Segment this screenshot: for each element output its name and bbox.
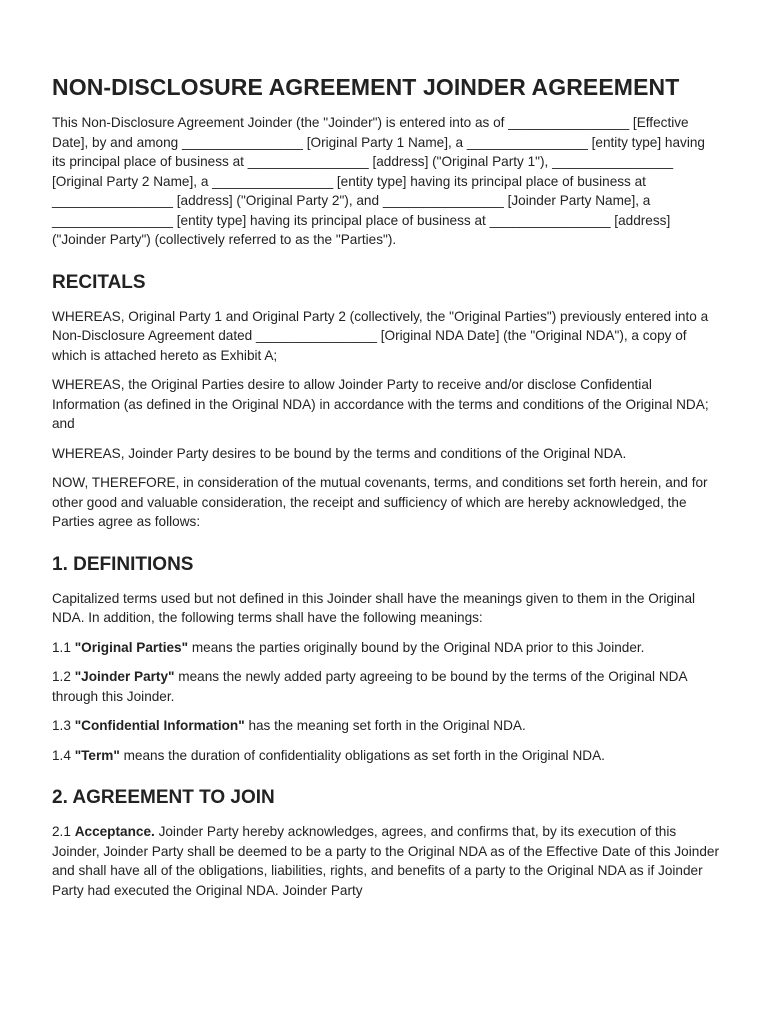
defined-term: "Joinder Party" — [74, 669, 175, 684]
clause-number: 1.3 — [52, 718, 71, 733]
definition-item — [52, 667, 720, 706]
clause-number: 1.4 — [52, 747, 71, 763]
defined-term: "Original Parties" — [74, 639, 189, 655]
definition-text: means the newly added party agreeing to be bound by the terms of the Original NDA through this Joinder. — [52, 669, 687, 704]
definition-item — [52, 638, 720, 658]
clause-number: 1.1 — [52, 639, 71, 655]
recital-paragraph: WHEREAS, Joinder Party desires to be bound by the terms and conditions of the Original NDA. — [52, 445, 627, 461]
recitals-heading: RECITALS — [52, 271, 146, 293]
agreement-heading: 2. AGREEMENT TO JOIN — [52, 787, 275, 808]
recital-paragraph: WHEREAS, the Original Parties desire to allow Joinder Party to receive and/or disclose Confidential Information (as defined in the Original NDA) in accordance with the terms and conditions of the Original NDA; and — [52, 377, 709, 431]
definition-text: means the duration of confidentiality obligations as set forth in the Original NDA. — [123, 747, 605, 763]
recitals-section — [52, 270, 720, 532]
definition-item — [52, 746, 720, 766]
defined-term: "Confidential Information" — [74, 718, 245, 733]
clause-number: 1.2 — [52, 669, 71, 684]
intro-paragraph: This Non-Disclosure Agreement Joinder (the "Joinder") is entered into as of ________________ [Effective Date], by and among ________________ [Original Party 1 Name], a ________________ [entity type] having its principal place of business at ________________ [address] ("Original Party 1"), ________________ [Original Party 2 Name], a ________________ [entity type] having its principal place of business at ________________ [address] ("Original Party 2"), and ________________ [Joinder Party Name], a ________________ [entity type] having its principal place of business at ________________ [address] ("Joinder Party") (collectively referred to as the "Parties"). — [52, 115, 705, 247]
clause-text: Joinder Party hereby acknowledges, agrees, and confirms that, by its execution of this Joinder, Joinder Party shall be deemed to be a party to the Original NDA as of the Effective Date of this Joinder and shall have all of the obligations, liabilities, rights, and benefits of a party to the Original NDA as if Joinder Party had executed the Original NDA. Joinder Party — [52, 824, 719, 898]
definitions-intro: Capitalized terms used but not defined in this Joinder shall have the meanings given to them in the Original NDA. In addition, the following terms shall have the following meanings: — [52, 590, 696, 625]
definitions-heading: 1. DEFINITIONS — [52, 553, 194, 575]
clause-term: Acceptance. — [74, 824, 155, 839]
document-title: NON-DISCLOSURE AGREEMENT JOINDER AGREEMENT — [52, 74, 680, 100]
definitions-section — [52, 552, 720, 766]
recital-paragraph: WHEREAS, Original Party 1 and Original Party 2 (collectively, the "Original Parties") previously entered into a Non-Disclosure Agreement dated ________________ [Original NDA Date] (the "Original NDA"), a copy of which is attached hereto as Exhibit A; — [52, 308, 709, 363]
definition-text: means the parties originally bound by the Original NDA prior to this Joinder. — [191, 639, 645, 655]
defined-term: "Term" — [74, 747, 120, 763]
definition-text: has the meaning set forth in the Original NDA. — [248, 718, 526, 733]
agreement-section — [52, 785, 720, 900]
agreement-clause — [52, 822, 720, 900]
clause-number: 2.1 — [52, 824, 71, 839]
recital-paragraph: NOW, THEREFORE, in consideration of the mutual covenants, terms, and conditions set forth herein, and for other good and valuable consideration, the receipt and sufficiency of which are hereby acknowledged, the Parties agree as follows: — [52, 475, 708, 529]
definition-item — [52, 716, 720, 736]
